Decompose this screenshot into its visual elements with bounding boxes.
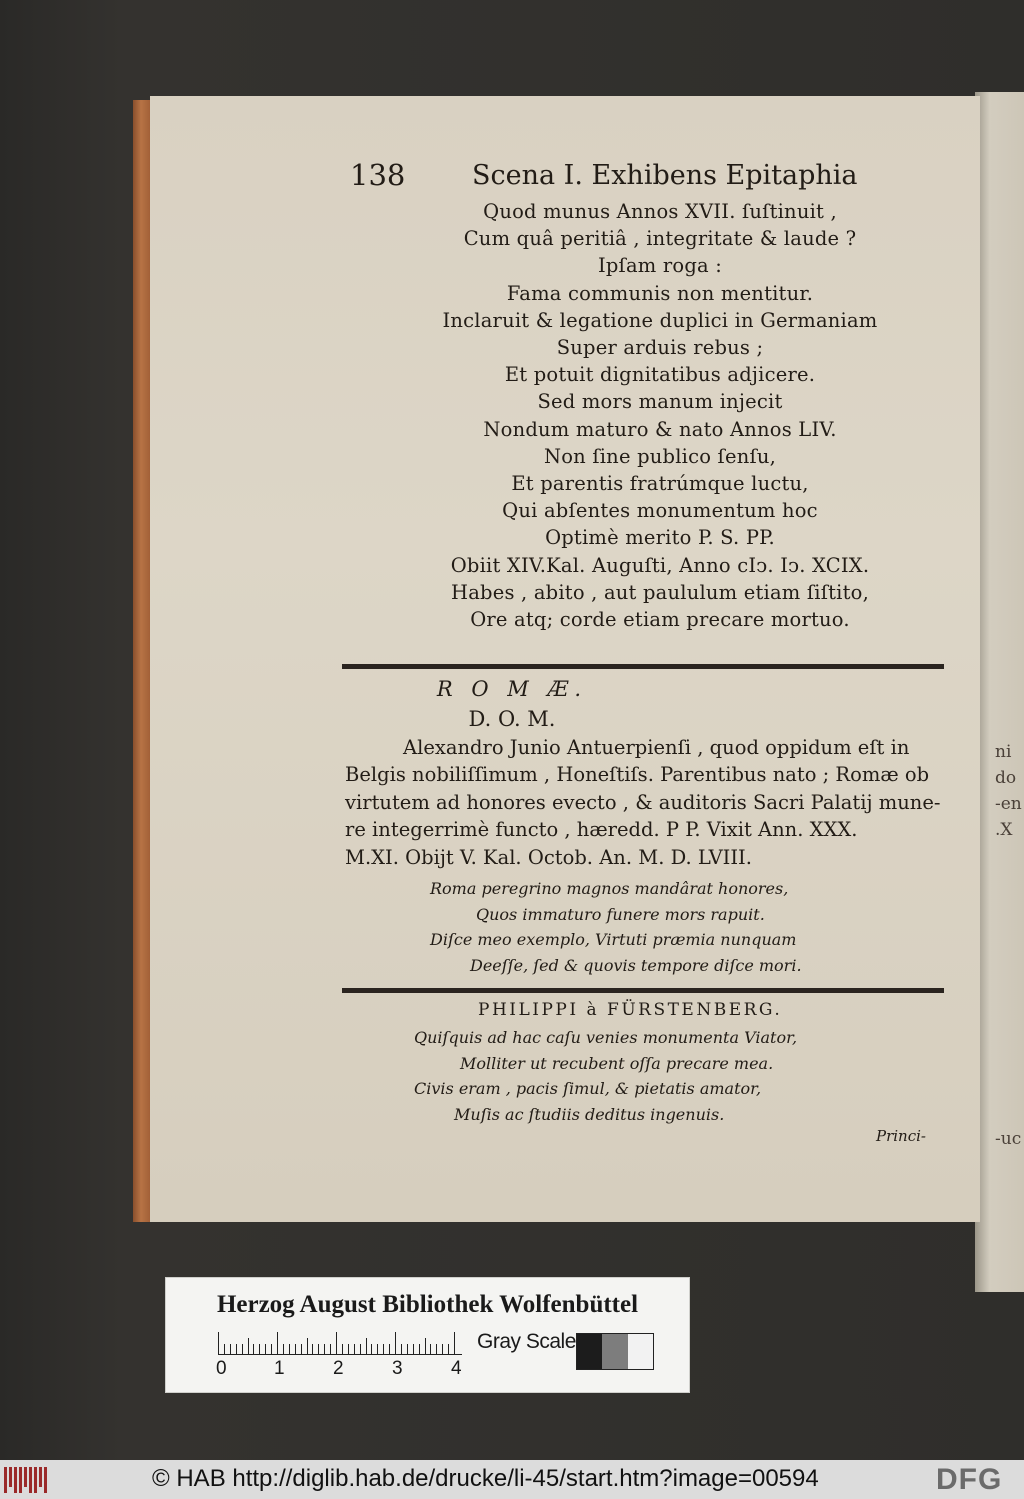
ruler-tick — [454, 1332, 455, 1354]
ruler-tick — [448, 1344, 449, 1354]
ruler-tick — [401, 1344, 402, 1354]
ruler-number: 1 — [274, 1358, 285, 1379]
ruler-number: 0 — [216, 1358, 227, 1379]
barcode-bar — [44, 1467, 47, 1493]
ruler-tick — [366, 1338, 367, 1354]
ruler-tick — [253, 1344, 254, 1354]
ruler-tick — [318, 1344, 319, 1354]
ruler-tick — [383, 1344, 384, 1354]
ruler-tick — [277, 1332, 278, 1354]
verse1-line: Diſce meo exemplo, Virtuti præmia nunquam — [430, 930, 797, 949]
swatch-black — [577, 1334, 602, 1369]
ruler-tick — [407, 1344, 408, 1354]
verse2-line: Muſis ac ſtudiis deditus ingenuis. — [454, 1104, 725, 1124]
facing-page-fragment: do — [995, 768, 1017, 788]
ruler-tick — [283, 1344, 284, 1354]
swatch-gray — [602, 1334, 627, 1369]
facing-page-fragment: .X — [995, 820, 1013, 840]
ruler-tick — [230, 1344, 231, 1354]
barcode-bar — [39, 1467, 42, 1487]
epitaph-line: Non ſine publico ſenſu, — [543, 444, 777, 468]
epitaph-line: Fama communis non mentitur. — [506, 281, 814, 305]
ruler-tick — [330, 1344, 331, 1354]
verse-block-romae — [430, 876, 802, 978]
ruler-tick — [419, 1344, 420, 1354]
romae-heading: R O M Æ. — [436, 677, 588, 701]
ruler-tick — [324, 1344, 325, 1354]
ruler-tick — [336, 1332, 337, 1354]
ruler-tick — [259, 1344, 260, 1354]
page-number: 138 — [350, 158, 406, 192]
ruler-tick — [354, 1344, 355, 1354]
verse1-line: Roma peregrino magnos mandârat honores, — [430, 879, 789, 898]
library-title: Herzog August Bibliothek Wolfenbüttel — [216, 1291, 639, 1318]
ruler-tick — [348, 1344, 349, 1354]
ruler-tick — [430, 1344, 431, 1354]
ruler-tick — [342, 1344, 343, 1354]
verse-block-philippi — [414, 1025, 797, 1127]
barcode-bar — [29, 1467, 32, 1493]
dom-heading: D. O. M. — [468, 707, 556, 731]
epitaph-line: Ipſam roga : — [597, 254, 723, 278]
ruler-tick — [289, 1344, 290, 1354]
ruler-tick — [295, 1344, 296, 1354]
barcode-bar — [34, 1467, 37, 1493]
ruler-tick — [307, 1338, 308, 1354]
ruler-tick — [236, 1344, 237, 1354]
measurement-ruler — [218, 1330, 462, 1355]
ruler-tick — [242, 1344, 243, 1354]
ruler-tick — [389, 1344, 390, 1354]
verse2-line: Civis eram , pacis ſimul, & pietatis amator, — [414, 1079, 762, 1098]
verse1-line: Deeſſe, ſed & quovis tempore diſce mori. — [470, 955, 802, 975]
prose-line: virtutem ad honores evecto , & auditoris Sacri Palatij mune- — [345, 790, 941, 814]
epitaph-line: Cum quâ peritiâ , integritate & laude ? — [463, 227, 857, 251]
epitaph-line: Optimè merito P. S. PP. — [545, 526, 775, 550]
section-divider — [342, 988, 944, 993]
ruler-number: 4 — [451, 1358, 462, 1379]
verse1-line: Quos immaturo funere mors rapuit. — [476, 904, 765, 924]
ruler-tick — [312, 1344, 313, 1354]
ruler-tick — [413, 1344, 414, 1354]
running-head: Scena I. Exhibens Epitaphia — [472, 160, 858, 191]
prose-line: M.XI. Obijt V. Kal. Octob. An. M. D. LVIII. — [345, 845, 752, 869]
ruler-tick — [377, 1344, 378, 1354]
gray-scale-label: Gray Scale — [477, 1330, 576, 1353]
prose-line: re integerrimè functo , hæredd. P P. Vixit Ann. XXX. — [345, 818, 858, 842]
epitaph-line: Obiit XIV.Kal. Auguſti, Anno cIↄ. Iↄ. XCIX. — [450, 553, 870, 577]
epitaph-line: Sed mors manum injecit — [537, 390, 783, 414]
epitaph-line: Quod munus Annos XVII. ſuſtinuit , — [483, 200, 837, 223]
epitaph-line: Inclaruit & legatione duplici in Germaniam — [442, 308, 878, 332]
barcode-bar — [9, 1467, 12, 1487]
copyright-link[interactable]: © HAB http://diglib.hab.de/drucke/li-45/start.htm?image=00594 — [152, 1465, 819, 1492]
verse2-line: Quiſquis ad hac caſu venies monumenta Viator, — [414, 1028, 798, 1047]
epitaph-line: Et parentis fratrúmque luctu, — [511, 472, 809, 496]
epitaph-line: Super arduis rebus ; — [556, 336, 764, 360]
gray-scale-swatches — [576, 1333, 654, 1370]
ruler-numbers — [206, 1358, 486, 1382]
epitaph-block — [360, 198, 960, 633]
epitaph-line: Nondum maturo & nato Annos LIV. — [483, 417, 837, 441]
hab-barcode-logo — [4, 1467, 48, 1493]
ruler-tick — [395, 1332, 396, 1354]
facing-page-fragment: -en — [995, 794, 1022, 814]
page-header — [0, 158, 1024, 192]
ruler-tick — [301, 1344, 302, 1354]
ruler-tick — [425, 1338, 426, 1354]
epitaph-line: Habes , abito , aut paululum etiam ſiſtito, — [451, 580, 869, 604]
facing-page-fragment: ni — [995, 742, 1012, 762]
ruler-tick — [224, 1344, 225, 1354]
barcode-bar — [14, 1467, 17, 1493]
ruler-tick — [218, 1332, 219, 1354]
epitaph-line: Ore atq; corde etiam precare mortuo. — [470, 608, 850, 632]
ruler-tick — [271, 1344, 272, 1354]
section-divider — [342, 664, 944, 669]
facing-page-fragment: -uc — [995, 1129, 1022, 1149]
verse2-line: Molliter ut recubent oſſa precare mea. — [460, 1053, 774, 1073]
color-checker-card — [165, 1277, 690, 1393]
dfg-logo: DFG — [936, 1463, 1003, 1496]
catchword: Princi- — [876, 1127, 926, 1145]
philippi-heading: PHILIPPI à FÜRSTENBERG. — [478, 1000, 783, 1020]
ruler-number: 3 — [392, 1358, 403, 1379]
barcode-bar — [4, 1467, 7, 1493]
viewer-footer — [0, 1460, 1024, 1499]
prose-line: Belgis nobiliſſimum , Honeſtiſs. Parentibus nato ; Romæ ob — [345, 763, 930, 787]
ruler-tick — [248, 1338, 249, 1354]
barcode-bar — [19, 1467, 22, 1493]
ruler-tick — [371, 1344, 372, 1354]
ruler-tick — [442, 1344, 443, 1354]
ruler-tick — [436, 1344, 437, 1354]
ruler-number: 2 — [333, 1358, 344, 1379]
epitaph-line: Qui abſentes monumentum hoc — [502, 499, 818, 523]
prose-block — [345, 734, 945, 871]
prose-line: Alexandro Junio Antuerpienſi , quod oppidum eſt in — [403, 736, 910, 759]
epitaph-line: Et potuit dignitatibus adjicere. — [504, 363, 816, 387]
ruler-tick — [265, 1344, 266, 1354]
swatch-white — [628, 1334, 653, 1369]
barcode-bar — [24, 1467, 27, 1487]
ruler-tick — [360, 1344, 361, 1354]
